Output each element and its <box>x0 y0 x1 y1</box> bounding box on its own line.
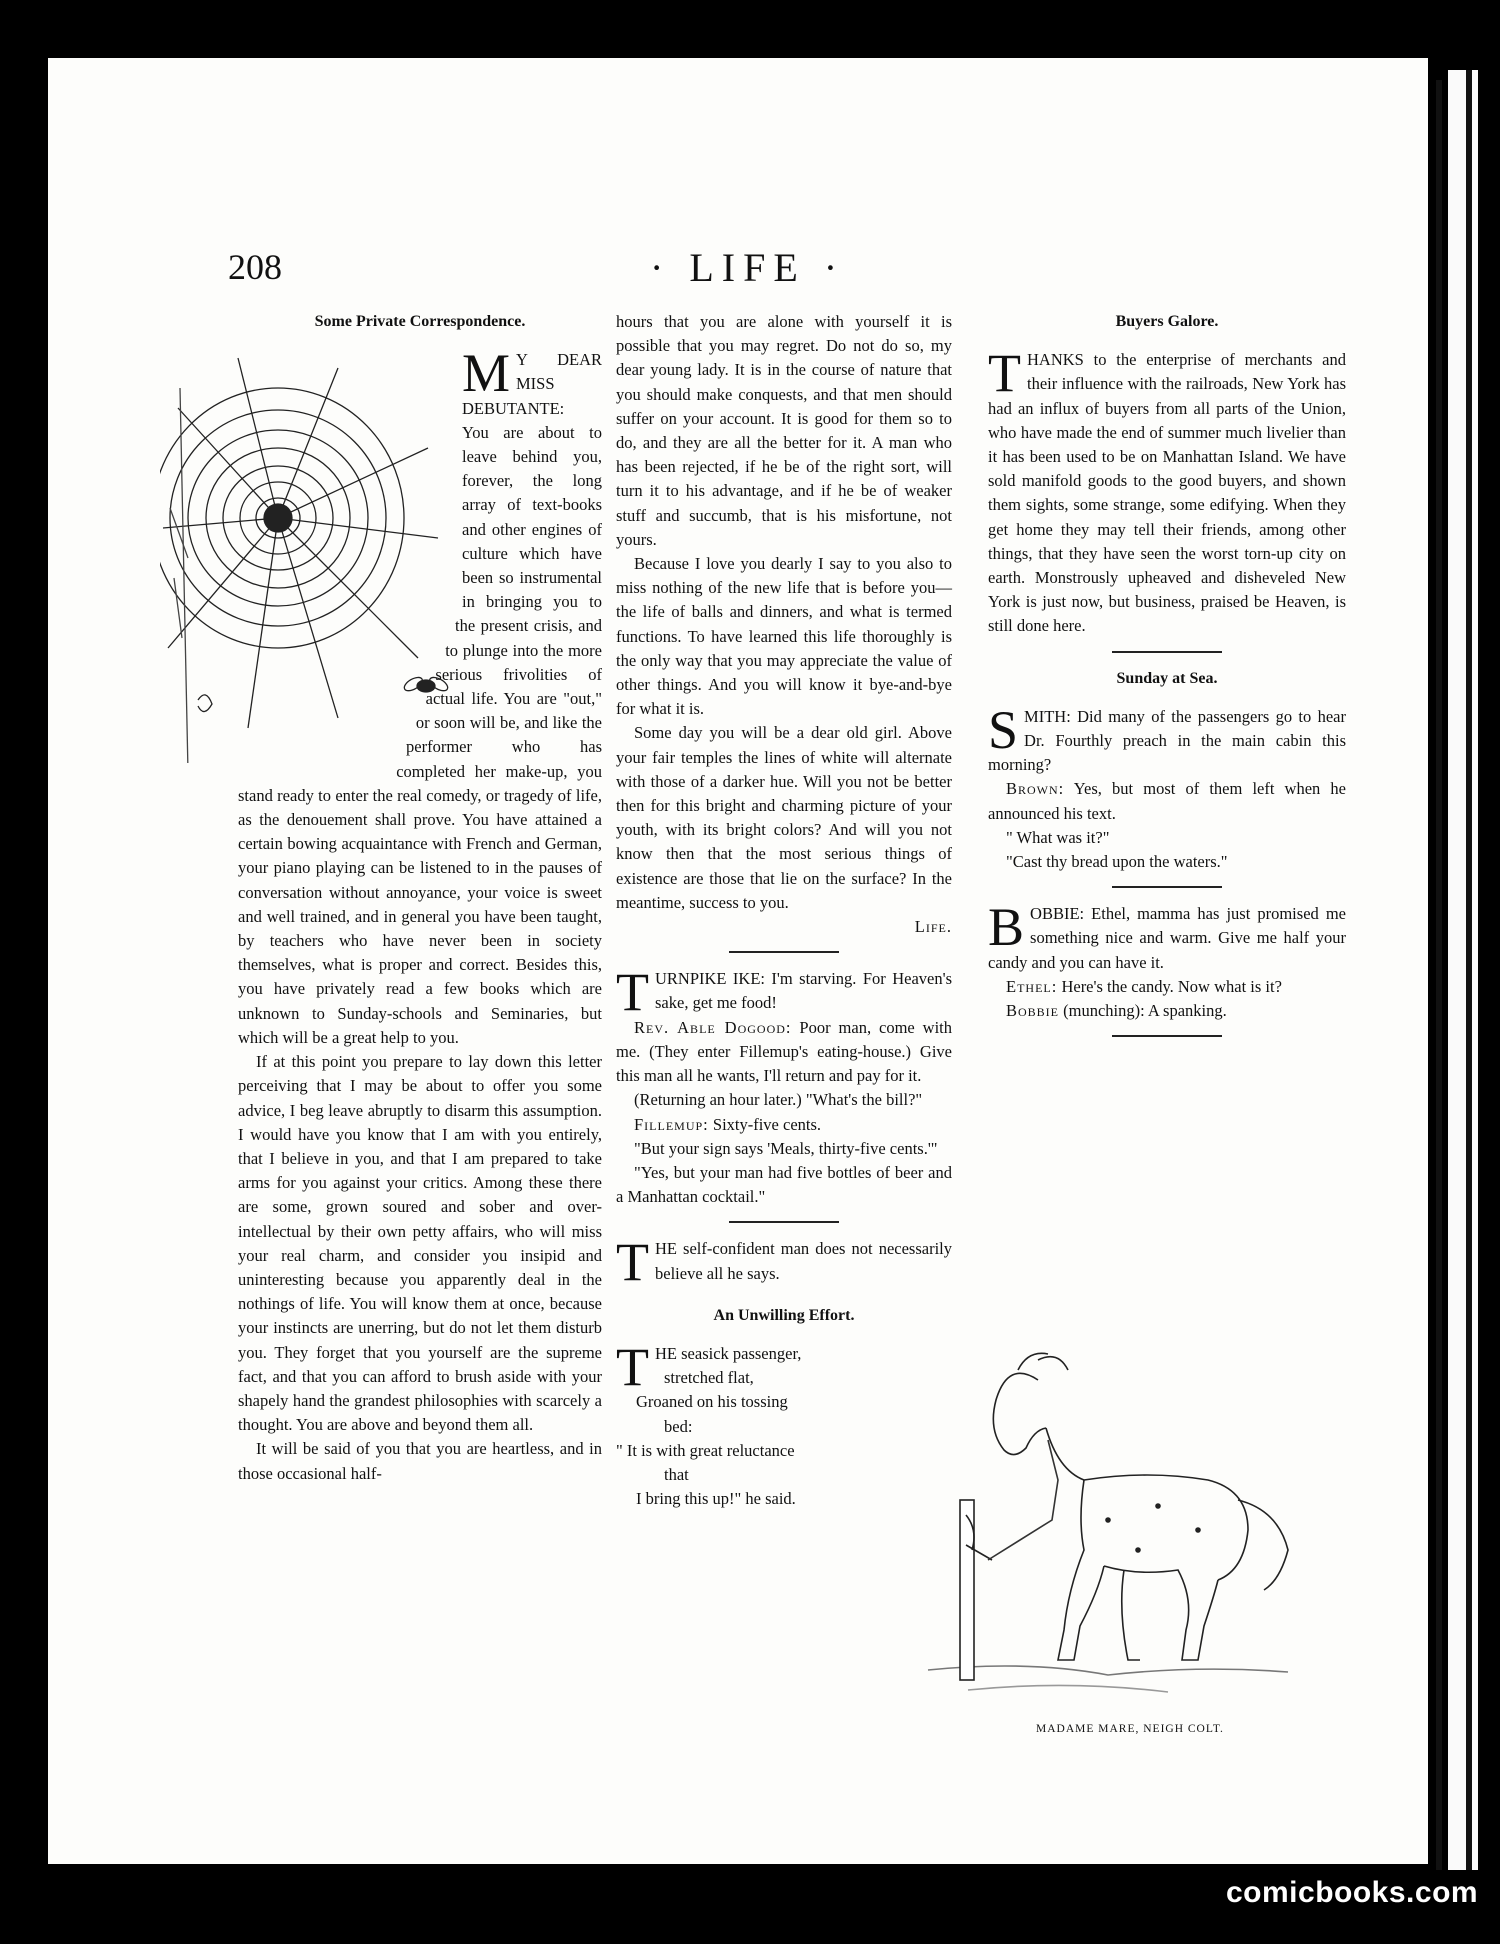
divider <box>1112 1035 1222 1037</box>
dialogue-line: "Cast thy bread upon the waters." <box>1006 852 1228 872</box>
paragraph: Some day you will be a dear old girl. Above your fair temples the lines of white will alternate with those of a darker hue. Will you not be better then for this bright and charming picture of your youth, with its bright colors? And will you not know then that the most serious things of existence are those that lie on the surface? In the meantime, success to you. <box>616 723 952 912</box>
divider <box>729 951 839 953</box>
dialogue-line: URNPIKE IKE: I'm starving. For Heaven's sake, get me food! <box>655 969 952 1013</box>
column-1 <box>238 310 602 1486</box>
poem-line: bed: <box>664 1416 693 1436</box>
dialogue-line: "But your sign says 'Meals, thirty-five cents.'" <box>634 1138 938 1158</box>
dialogue-line: Here's the candy. Now what is it? <box>1057 976 1282 996</box>
dialogue-line: MITH: Did many of the passengers go to hear Dr. Fourthly preach in the main cabin this morning? <box>988 706 1346 775</box>
dialogue-line: " What was it?" <box>1006 827 1110 847</box>
dialogue-line: OBBIE: Ethel, mamma has just promised me something nice and warm. Give me half your candy and you can have it. <box>988 904 1346 972</box>
paragraph: HE self-confident man does not necessarily believe all he says. <box>655 1239 952 1283</box>
column-3 <box>988 310 1346 1051</box>
poem-line: I bring this up!" he said. <box>636 1489 796 1509</box>
dialogue-line: Poor man, come with me. (They enter Fillemup's eating-house.) Give this man all he wants, I'll return and pay for it. <box>616 1017 952 1086</box>
paragraph: You are about to leave behind you, forever, the long array of text-books and other engines of culture which have been so instrumental in bringing you to the present crisis, and to plunge into the more serious frivolities of actual life. You are "out," or soon will be, and like the performer who has completed her make-up, you stand ready to enter the real comedy, or tragedy of life, as the denouement shall prove. You have attained a certain bowing acquaintance with French and German, your piano playing can be listened to in the pauses of conversation without annoyance, your voice is sweet and well trained, and in general you have been taught, by teachers who have never been in society themselves, what is proper and correct. Besides this, you have privately read a few books which are unknown to Sunday-schools and Seminaries, but which will be a great help to you. <box>238 422 602 1047</box>
drop-cap: B <box>988 897 1025 958</box>
next-page-border <box>1466 70 1472 1870</box>
illustration-caption: MADAME MARE, NEIGH COLT. <box>1036 1723 1224 1735</box>
speaker-name: Rev. Able Dogood: <box>634 1017 792 1037</box>
paragraph: It will be said of you that you are heartless, and in those occasional half- <box>238 1439 602 1483</box>
signature: Life. <box>914 917 952 937</box>
article-heading: An Unwilling Effort. <box>713 1306 855 1324</box>
poem-line: stretched flat, <box>664 1368 754 1388</box>
speaker-name: Ethel: <box>1006 976 1058 996</box>
horse-illustration <box>908 1330 1298 1720</box>
salutation: Y DEAR MISS DEBUTANTE: <box>462 350 602 418</box>
drop-cap: M <box>462 343 511 404</box>
page-gutter <box>1436 80 1442 1870</box>
divider <box>1112 886 1222 888</box>
drop-cap: T <box>988 343 1021 404</box>
poem-line: HE seasick passenger, <box>655 1343 802 1363</box>
dialogue-line: "Yes, but your man had five bottles of beer and a Manhattan cocktail." <box>616 1162 952 1207</box>
dialogue-line: (Returning an hour later.) "What's the bill?" <box>634 1090 923 1110</box>
column-2 <box>616 310 952 1511</box>
drop-cap: T <box>616 1232 649 1293</box>
divider <box>1112 651 1222 653</box>
drop-cap: T <box>616 962 649 1023</box>
dialogue-line: Yes, but most of them left when he announced his text. <box>988 779 1346 823</box>
article-heading: Sunday at Sea. <box>1116 669 1218 687</box>
next-page-edge <box>1448 70 1478 1870</box>
dialogue-line: Sixty-five cents. <box>708 1114 822 1134</box>
page-number: 208 <box>228 247 282 287</box>
poem-line: " It is with great reluctance <box>616 1440 795 1460</box>
speaker-name: Bobbie <box>1006 1001 1060 1021</box>
masthead-title: · LIFE · <box>650 245 846 290</box>
article-heading: Some Private Correspondence. <box>314 313 526 330</box>
paragraph: Because I love you dearly I say to you also to miss nothing of the new life that is before you—the life of balls and dinners, and what is termed functions. To have learned this life thoroughly is the only way that you may appreciate the value of other things. And you will know it bye-and-bye for what it is. <box>616 554 952 719</box>
poem-line: that <box>664 1464 689 1484</box>
article-heading: Buyers Galore. <box>1115 313 1219 330</box>
poem-line: Groaned on his tossing <box>636 1392 788 1412</box>
speaker-name: Brown: <box>1006 779 1065 799</box>
dialogue-line: (munching): A spanking. <box>1059 1001 1227 1021</box>
poem <box>616 1336 952 1511</box>
drop-cap: T <box>616 1336 649 1397</box>
divider <box>729 1221 839 1223</box>
site-watermark: comicbooks.com <box>1226 1876 1479 1909</box>
speaker-name: Fillemup: <box>634 1114 709 1134</box>
drop-cap: S <box>988 699 1019 760</box>
paragraph: hours that you are alone with yourself it is possible that you may regret. Do not do so, my dear young lady. It is in the course of nature that you should make conquests, and that men should suffer on your account. It is good for them so to do, and they are all the better for it. A man who has been rejected, if he be of the right sort, will turn it to his advantage, and if he be of weaker stuff and succumb, that is his misfortune, not yours. <box>616 312 952 549</box>
spider-web-illustration <box>160 348 456 763</box>
paragraph: If at this point you prepare to lay down this letter perceiving that I may be about to offer you some advice, I beg leave abruptly to disarm this assumption. I would have you know that I am with you entirely, that I believe in you, and that I am prepared to take arms for you against your critics. Among these there are some, grown soured and sober and over-intellectual by their own petty affairs, who will miss your real charm, and consider you insipid and uninteresting because you apparently deal in the nothings of life. You will know them at once, because your instincts are unerring, but do not let them disturb you. They forget that you yourself are the supreme fact, and that you can afford to brush aside with your shapely hand the grandest philosophies with scarcely a thought. You are above and beyond them all. <box>238 1052 602 1435</box>
paragraph: HANKS to the enterprise of merchants and their influence with the railroads, New York has had an influx of buyers from all parts of the Union, who have made the end of summer much livelier than it has been used to be on Manhattan Island. We have sold manifold goods to the good buyers, and shown them sights, some strange, some edifying. When they get home they may tell their friends, among other things, that they have seen the worst torn-up city on earth. Monstrously upheaved and disheveled New York is just now, but business, praised be Heaven, is still done here. <box>988 350 1346 636</box>
